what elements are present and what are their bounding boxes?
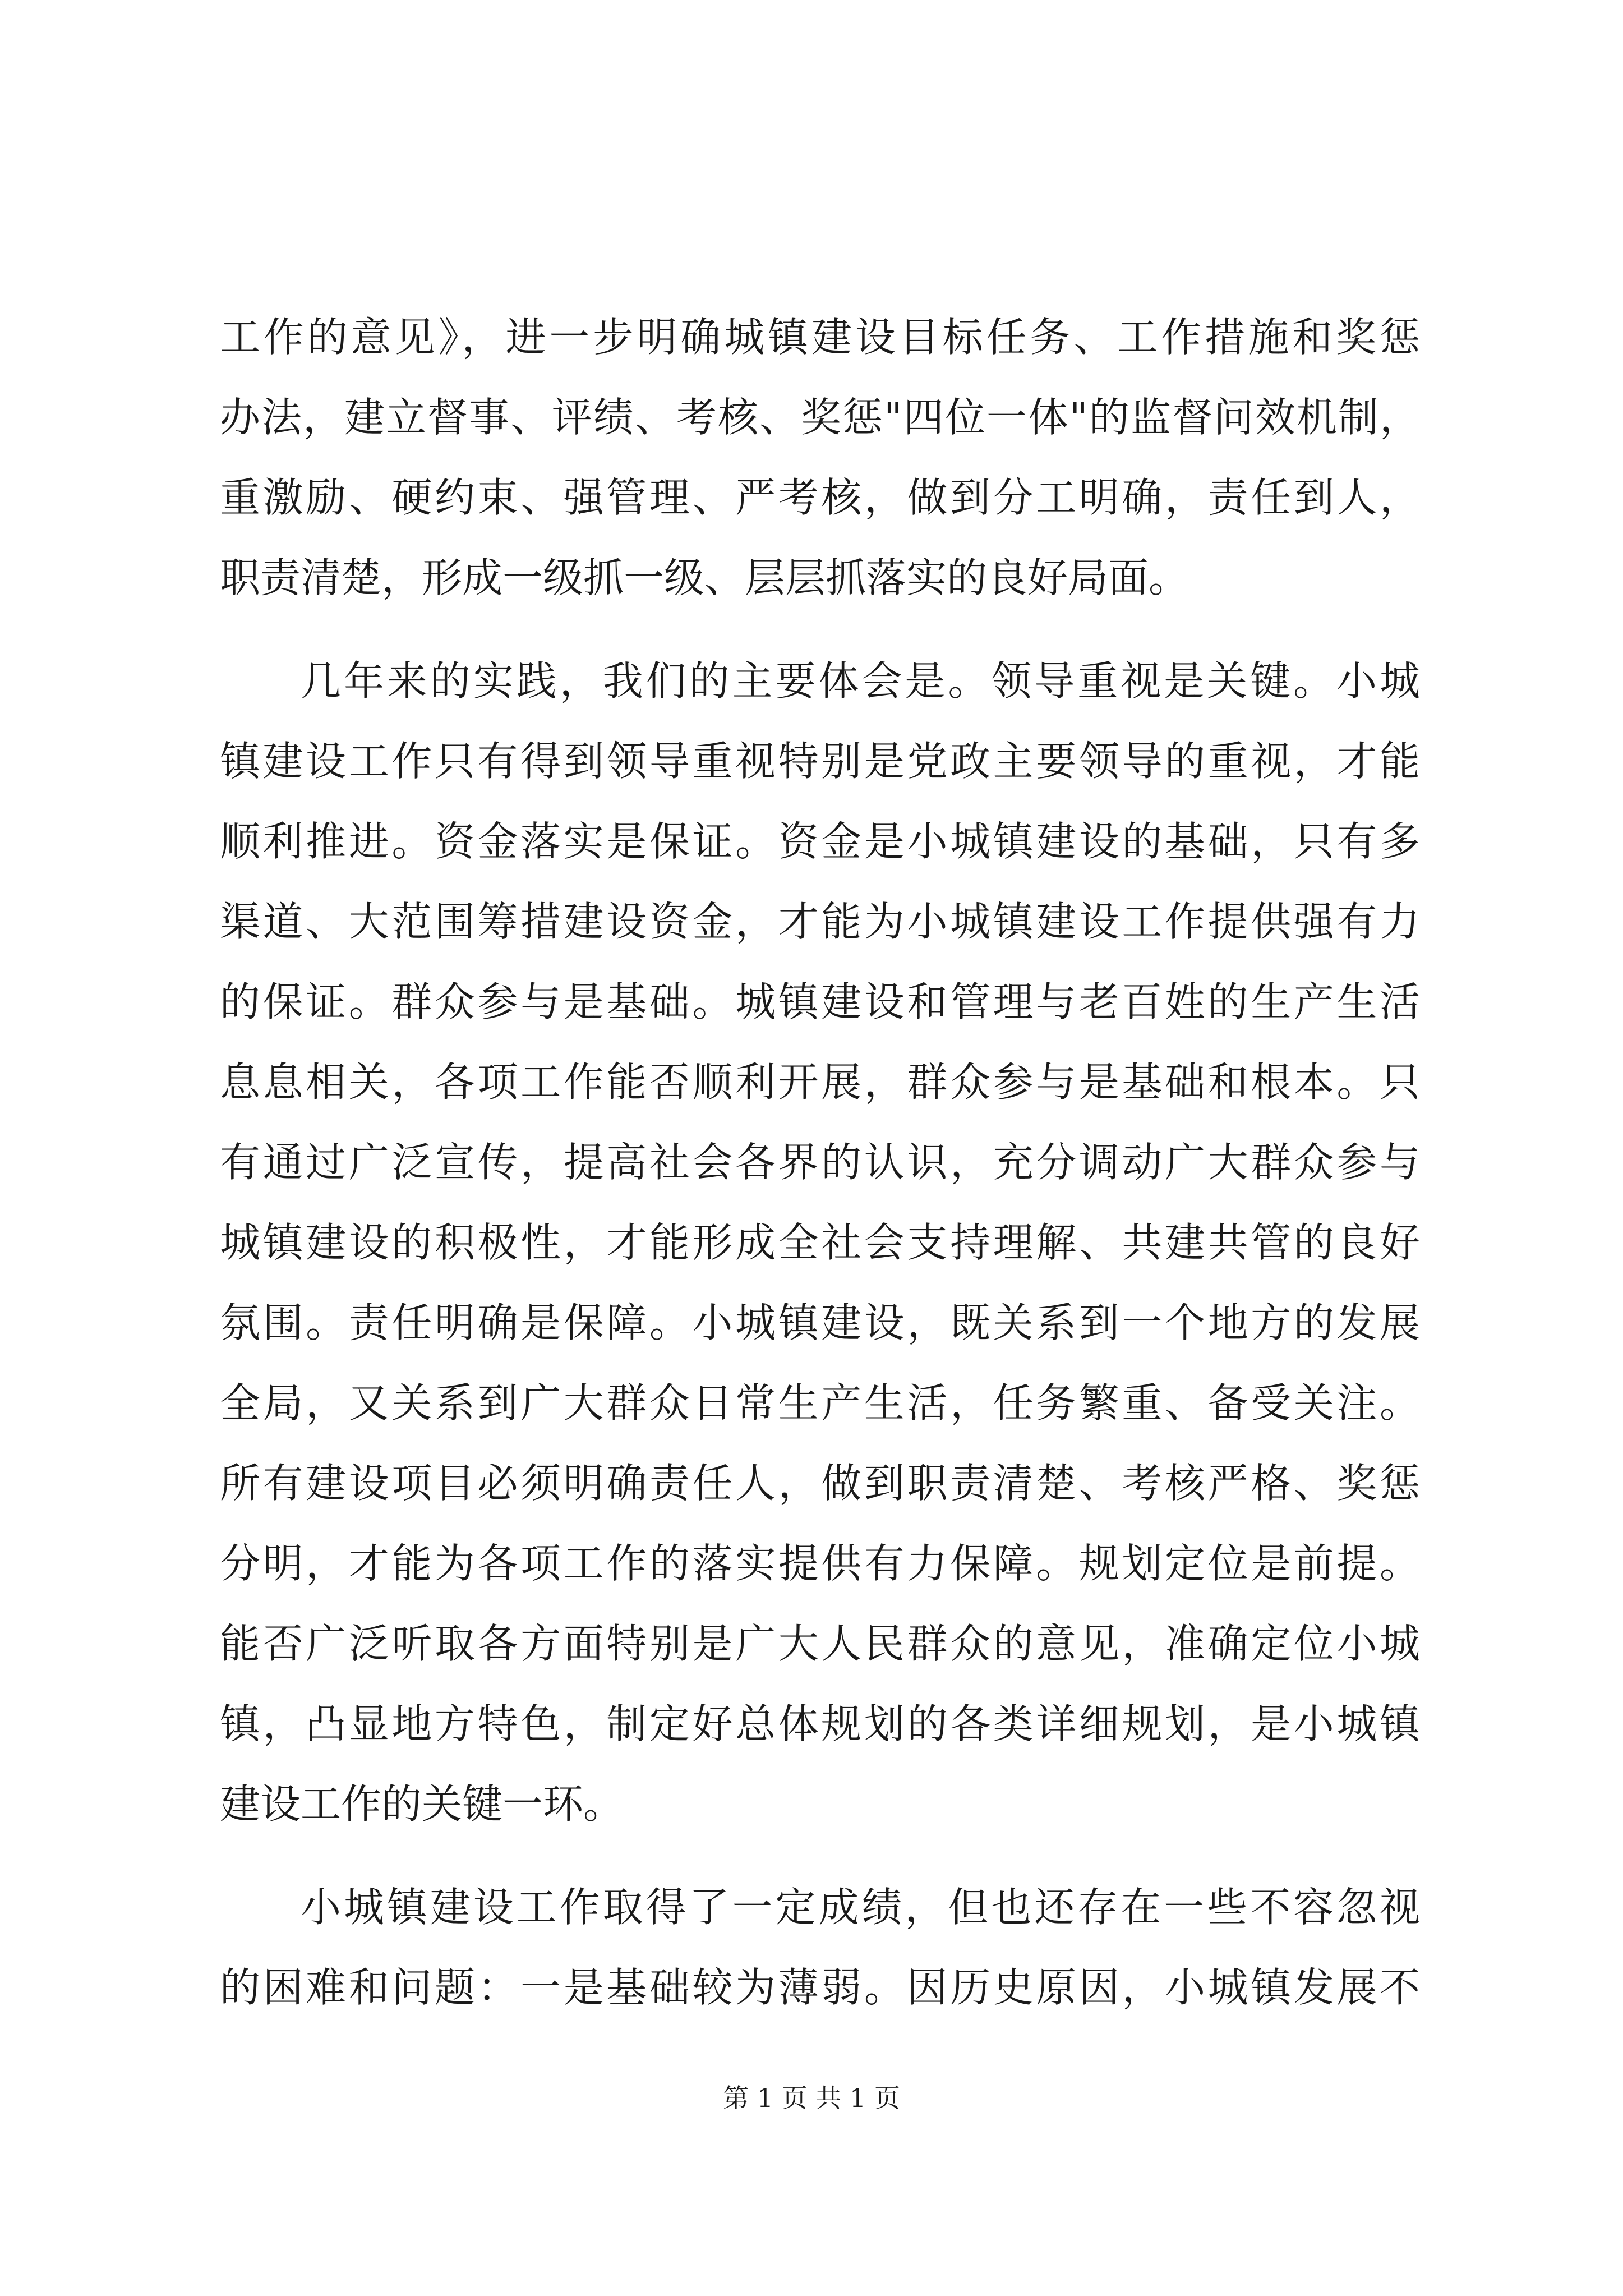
text-line: 息息相关，各项工作能否顺利开展，群众参与是基础和根本。只 <box>220 1059 1420 1106</box>
text-line: 有通过广泛宣传，提高社会各界的认识，充分调动广大群众参与 <box>220 1139 1420 1186</box>
text-line: 的保证。群众参与是基础。城镇建设和管理与老百姓的生产生活 <box>220 978 1420 1025</box>
paragraph <box>220 641 1420 1844</box>
paragraph-spacing <box>220 618 1420 641</box>
text-line: 镇建设工作只有得到领导重视特别是党政主要领导的重视，才能 <box>220 738 1420 785</box>
text-line: 重激励、硬约束、强管理、严考核，做到分工明确，责任到人， <box>220 474 1420 521</box>
text-line: 城镇建设的积极性，才能形成全社会支持理解、共建共管的良好 <box>220 1219 1420 1266</box>
text-line: 所有建设项目必须明确责任人，做到职责清楚、考核严格、奖惩 <box>220 1460 1420 1507</box>
text-line: 全局，又关系到广大群众日常生产生活，任务繁重、备受关注。 <box>220 1379 1420 1427</box>
text-line: 能否广泛听取各方面特别是广大人民群众的意见，准确定位小城 <box>220 1620 1420 1667</box>
text-line: 分明，才能为各项工作的落实提供有力保障。规划定位是前提。 <box>220 1540 1420 1587</box>
page-number-label: 第 1 页 共 1 页 <box>723 2083 900 2113</box>
text-line: 渠道、大范围筹措建设资金，才能为小城镇建设工作提供强有力 <box>220 898 1420 945</box>
text-line: 办法，建立督事、评绩、考核、奖惩"四位一体"的监督问效机制， <box>220 394 1420 441</box>
text-line: 职责清楚，形成一级抓一级、层层抓落实的良好局面。 <box>220 554 1189 601</box>
paragraph <box>220 1867 1420 2028</box>
paragraph-spacing <box>220 1844 1420 1867</box>
text-line: 几年来的实践，我们的主要体会是。领导重视是关键。小城 <box>301 657 1420 705</box>
text-line: 顺利推进。资金落实是保证。资金是小城镇建设的基础，只有多 <box>220 818 1420 865</box>
text-line: 工作的意见》，进一步明确城镇建设目标任务、工作措施和奖惩 <box>220 314 1420 361</box>
text-line: 镇，凸显地方特色，制定好总体规划的各类详细规划，是小城镇 <box>220 1700 1420 1747</box>
text-line: 的困难和问题：一是基础较为薄弱。因历史原因，小城镇发展不 <box>220 1964 1420 2011</box>
text-line: 氛围。责任明确是保障。小城镇建设，既关系到一个地方的发展 <box>220 1299 1420 1346</box>
text-line: 小城镇建设工作取得了一定成绩，但也还存在一些不容忽视 <box>301 1884 1420 1931</box>
paragraph <box>220 297 1420 618</box>
document-body <box>220 297 1420 2028</box>
text-line: 建设工作的关键一环。 <box>220 1780 624 1828</box>
page-footer <box>0 2081 1623 2115</box>
